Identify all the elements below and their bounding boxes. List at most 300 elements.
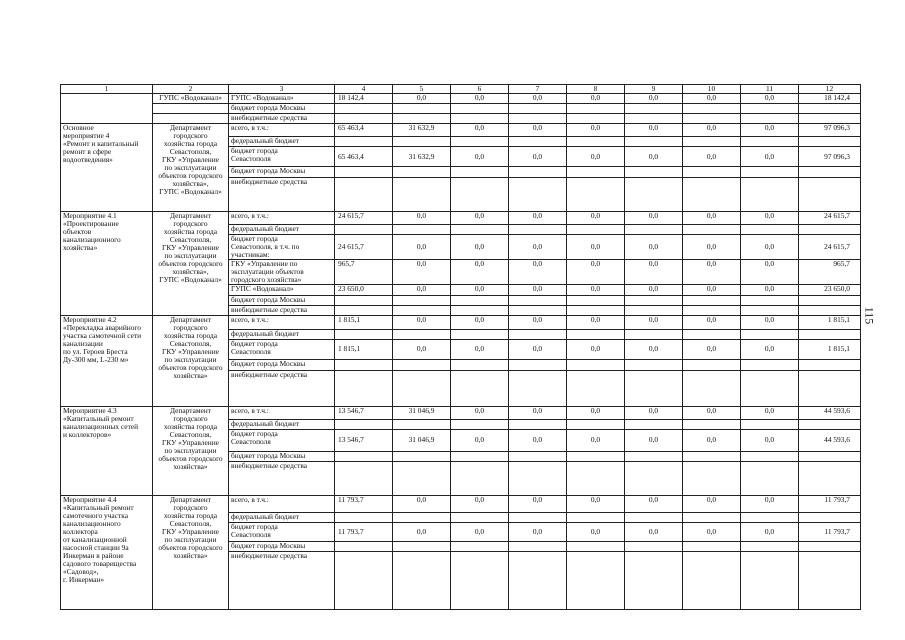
value-cell: [799, 541, 861, 551]
header-cell: 10: [683, 85, 741, 94]
funding-source-cell: всего, в т.ч.:: [229, 495, 335, 512]
value-cell: [451, 167, 509, 178]
header-cell: 7: [509, 85, 567, 94]
executor-cell: Департамент городского хозяйства города Севастополя, ГКУ «Управление по эксплуатации объектов городского хозяйства»: [153, 406, 229, 495]
funding-source-cell: федеральный бюджет: [229, 419, 335, 429]
value-cell: 0,0: [625, 212, 683, 225]
value-cell: [683, 359, 741, 370]
value-cell: 0,0: [683, 495, 741, 512]
funding-source-cell: внебюджетные средства: [229, 178, 335, 212]
value-cell: [799, 225, 861, 235]
value-cell: [509, 137, 567, 147]
value-cell: [567, 225, 625, 235]
value-cell: [625, 167, 683, 178]
value-cell: [799, 551, 861, 609]
value-cell: 0,0: [741, 212, 799, 225]
value-cell: [393, 167, 451, 178]
value-cell: 1 815,1: [799, 315, 861, 329]
value-cell: 0,0: [741, 495, 799, 512]
value-cell: [567, 104, 625, 114]
value-cell: [393, 305, 451, 315]
value-cell: [335, 419, 393, 429]
table-row: [61, 406, 861, 419]
value-cell: 18 142,4: [799, 94, 861, 104]
value-cell: 13 546,7: [335, 406, 393, 419]
value-cell: [451, 451, 509, 461]
funding-source-cell: ГКУ «Управление по эксплуатации объектов городского хозяйства»: [229, 259, 335, 284]
value-cell: [393, 137, 451, 147]
value-cell: [625, 178, 683, 212]
value-cell: 0,0: [509, 315, 567, 329]
value-cell: [335, 305, 393, 315]
value-cell: [509, 225, 567, 235]
value-cell: 0,0: [509, 259, 567, 284]
value-cell: [393, 512, 451, 522]
funding-source-cell: бюджет города Москвы: [229, 104, 335, 114]
value-cell: [509, 370, 567, 406]
value-cell: 0,0: [741, 522, 799, 541]
value-cell: 0,0: [509, 147, 567, 167]
value-cell: [683, 512, 741, 522]
value-cell: [567, 419, 625, 429]
value-cell: 0,0: [625, 495, 683, 512]
value-cell: [509, 305, 567, 315]
value-cell: 24 615,7: [335, 235, 393, 260]
value-cell: 1 815,1: [335, 339, 393, 359]
value-cell: [799, 305, 861, 315]
value-cell: [451, 178, 509, 212]
value-cell: 0,0: [625, 235, 683, 260]
value-cell: [625, 329, 683, 339]
value-cell: 24 615,7: [335, 212, 393, 225]
value-cell: 0,0: [741, 235, 799, 260]
value-cell: [393, 225, 451, 235]
value-cell: [451, 104, 509, 114]
value-cell: 0,0: [683, 235, 741, 260]
value-cell: [509, 461, 567, 495]
value-cell: [567, 370, 625, 406]
value-cell: [509, 329, 567, 339]
value-cell: 0,0: [567, 94, 625, 104]
value-cell: [683, 178, 741, 212]
value-cell: 0,0: [451, 406, 509, 419]
activity-cell: [61, 94, 153, 124]
value-cell: [451, 359, 509, 370]
value-cell: [335, 225, 393, 235]
value-cell: 0,0: [683, 147, 741, 167]
value-cell: 0,0: [451, 429, 509, 451]
funding-source-cell: бюджет города Севастополя: [229, 522, 335, 541]
value-cell: [393, 104, 451, 114]
executor-cell: Департамент городского хозяйства города Севастополя, ГКУ «Управление по эксплуатации объектов городского хозяйства»: [153, 495, 229, 609]
value-cell: 0,0: [393, 259, 451, 284]
value-cell: 0,0: [683, 522, 741, 541]
value-cell: [393, 551, 451, 609]
value-cell: [683, 370, 741, 406]
header-cell: 4: [335, 85, 393, 94]
value-cell: [799, 451, 861, 461]
value-cell: [567, 551, 625, 609]
value-cell: [683, 541, 741, 551]
executor-cell: [153, 114, 229, 124]
value-cell: [625, 551, 683, 609]
value-cell: 97 096,3: [799, 147, 861, 167]
value-cell: 31 046,9: [393, 406, 451, 419]
value-cell: [741, 178, 799, 212]
value-cell: 0,0: [509, 124, 567, 137]
value-cell: [567, 461, 625, 495]
value-cell: 0,0: [683, 212, 741, 225]
value-cell: [625, 370, 683, 406]
value-cell: [741, 551, 799, 609]
value-cell: 0,0: [625, 94, 683, 104]
value-cell: [567, 167, 625, 178]
funding-source-cell: внебюджетные средства: [229, 305, 335, 315]
table-row: [61, 104, 861, 114]
value-cell: 31 046,9: [393, 429, 451, 451]
value-cell: [625, 359, 683, 370]
value-cell: [509, 167, 567, 178]
funding-source-cell: федеральный бюджет: [229, 225, 335, 235]
value-cell: [799, 512, 861, 522]
value-cell: [567, 512, 625, 522]
value-cell: [741, 167, 799, 178]
value-cell: 0,0: [509, 235, 567, 260]
value-cell: 0,0: [567, 124, 625, 137]
value-cell: [509, 114, 567, 124]
value-cell: [335, 329, 393, 339]
value-cell: [625, 419, 683, 429]
table-row: [61, 124, 861, 137]
value-cell: [451, 541, 509, 551]
value-cell: 0,0: [393, 235, 451, 260]
value-cell: [509, 359, 567, 370]
value-cell: [335, 359, 393, 370]
value-cell: [451, 512, 509, 522]
value-cell: [393, 359, 451, 370]
value-cell: 11 793,7: [335, 495, 393, 512]
funding-source-cell: всего, в т.ч.:: [229, 315, 335, 329]
value-cell: [683, 114, 741, 124]
value-cell: [335, 551, 393, 609]
value-cell: 1 815,1: [799, 339, 861, 359]
funding-source-cell: бюджет города Москвы: [229, 167, 335, 178]
value-cell: 0,0: [741, 147, 799, 167]
header-cell: 2: [153, 85, 229, 94]
activity-cell: Мероприятие 4.2 «Перекладка аварийного участка самотечной сети канализации по ул. Героев Бреста Ду-300 мм, L-230 м»: [61, 315, 153, 406]
value-cell: 0,0: [625, 284, 683, 295]
value-cell: 24 615,7: [799, 212, 861, 225]
value-cell: [741, 359, 799, 370]
value-cell: 0,0: [393, 94, 451, 104]
value-cell: 0,0: [625, 522, 683, 541]
value-cell: [393, 295, 451, 305]
value-cell: [683, 461, 741, 495]
value-cell: 0,0: [451, 124, 509, 137]
value-cell: 0,0: [567, 429, 625, 451]
value-cell: [683, 329, 741, 339]
value-cell: 11 793,7: [799, 495, 861, 512]
header-cell: 6: [451, 85, 509, 94]
value-cell: [741, 512, 799, 522]
value-cell: [509, 295, 567, 305]
value-cell: [741, 114, 799, 124]
value-cell: [393, 451, 451, 461]
value-cell: [567, 329, 625, 339]
value-cell: 24 615,7: [799, 235, 861, 260]
value-cell: [683, 295, 741, 305]
value-cell: 0,0: [683, 339, 741, 359]
executor-cell: [153, 104, 229, 114]
funding-source-cell: бюджет города Москвы: [229, 295, 335, 305]
value-cell: 97 096,3: [799, 124, 861, 137]
value-cell: [335, 178, 393, 212]
value-cell: 0,0: [451, 495, 509, 512]
activity-cell: Основное мероприятие 4 «Ремонт и капитальный ремонт в сфере водоотведения»: [61, 124, 153, 212]
value-cell: 0,0: [567, 406, 625, 419]
value-cell: [799, 178, 861, 212]
value-cell: 0,0: [451, 212, 509, 225]
value-cell: [335, 167, 393, 178]
value-cell: 0,0: [509, 339, 567, 359]
value-cell: [451, 114, 509, 124]
value-cell: [799, 167, 861, 178]
value-cell: [509, 419, 567, 429]
value-cell: 0,0: [451, 147, 509, 167]
value-cell: 0,0: [567, 212, 625, 225]
value-cell: [799, 359, 861, 370]
value-cell: [509, 451, 567, 461]
value-cell: 0,0: [625, 124, 683, 137]
value-cell: [741, 329, 799, 339]
value-cell: 0,0: [567, 522, 625, 541]
value-cell: [393, 419, 451, 429]
value-cell: 0,0: [625, 339, 683, 359]
header-cell: 9: [625, 85, 683, 94]
value-cell: [799, 329, 861, 339]
executor-cell: ГУПС «Водоканал»: [153, 94, 229, 104]
value-cell: 0,0: [509, 429, 567, 451]
header-row: [61, 85, 861, 94]
value-cell: 65 463,4: [335, 124, 393, 137]
value-cell: 0,0: [741, 429, 799, 451]
value-cell: [741, 541, 799, 551]
table-row: [61, 114, 861, 124]
value-cell: [683, 104, 741, 114]
value-cell: [335, 114, 393, 124]
value-cell: [567, 305, 625, 315]
value-cell: [683, 305, 741, 315]
value-cell: [741, 451, 799, 461]
value-cell: 23 650,0: [335, 284, 393, 295]
funding-source-cell: внебюджетные средства: [229, 370, 335, 406]
value-cell: [741, 419, 799, 429]
funding-source-cell: внебюджетные средства: [229, 114, 335, 124]
value-cell: 0,0: [683, 94, 741, 104]
value-cell: [683, 225, 741, 235]
value-cell: [741, 461, 799, 495]
value-cell: 0,0: [683, 429, 741, 451]
value-cell: 0,0: [683, 124, 741, 137]
value-cell: 11 793,7: [799, 522, 861, 541]
value-cell: 31 632,9: [393, 124, 451, 137]
value-cell: [451, 329, 509, 339]
table-row: [61, 495, 861, 512]
value-cell: [567, 114, 625, 124]
value-cell: [799, 114, 861, 124]
value-cell: 0,0: [509, 495, 567, 512]
funding-source-cell: бюджет города Севастополя: [229, 339, 335, 359]
value-cell: 0,0: [567, 284, 625, 295]
funding-source-cell: бюджет города Севастополя, в т.ч. по участникам:: [229, 235, 335, 260]
value-cell: 0,0: [567, 339, 625, 359]
executor-cell: Департамент городского хозяйства города Севастополя, ГКУ «Управление по эксплуатации объектов городского хозяйства», ГУПС «Водоканал»: [153, 124, 229, 212]
value-cell: 31 632,9: [393, 147, 451, 167]
value-cell: 0,0: [509, 406, 567, 419]
executor-cell: Департамент городского хозяйства города Севастополя, ГКУ «Управление по эксплуатации объектов городского хозяйства»: [153, 315, 229, 406]
value-cell: [567, 178, 625, 212]
value-cell: [625, 451, 683, 461]
value-cell: 0,0: [451, 235, 509, 260]
header-cell: 8: [567, 85, 625, 94]
value-cell: [625, 295, 683, 305]
value-cell: 0,0: [393, 339, 451, 359]
funding-source-cell: бюджет города Москвы: [229, 359, 335, 370]
header-cell: 3: [229, 85, 335, 94]
value-cell: [509, 178, 567, 212]
value-cell: [799, 461, 861, 495]
value-cell: [335, 541, 393, 551]
value-cell: 0,0: [625, 429, 683, 451]
value-cell: 18 142,4: [335, 94, 393, 104]
value-cell: 0,0: [625, 315, 683, 329]
value-cell: [335, 451, 393, 461]
value-cell: [451, 305, 509, 315]
value-cell: [625, 541, 683, 551]
value-cell: [625, 305, 683, 315]
value-cell: 0,0: [451, 284, 509, 295]
value-cell: 0,0: [741, 406, 799, 419]
funding-source-cell: федеральный бюджет: [229, 512, 335, 522]
value-cell: [567, 137, 625, 147]
value-cell: [683, 551, 741, 609]
value-cell: [799, 419, 861, 429]
value-cell: [335, 104, 393, 114]
value-cell: 0,0: [567, 235, 625, 260]
value-cell: 0,0: [683, 406, 741, 419]
value-cell: 0,0: [509, 94, 567, 104]
funding-source-cell: федеральный бюджет: [229, 329, 335, 339]
value-cell: [509, 551, 567, 609]
value-cell: 0,0: [741, 284, 799, 295]
value-cell: 0,0: [741, 94, 799, 104]
value-cell: [625, 104, 683, 114]
header-cell: 12: [799, 85, 861, 94]
value-cell: [393, 114, 451, 124]
value-cell: [335, 461, 393, 495]
value-cell: [625, 225, 683, 235]
funding-source-cell: бюджет города Москвы: [229, 541, 335, 551]
value-cell: [741, 137, 799, 147]
value-cell: [741, 370, 799, 406]
value-cell: [741, 295, 799, 305]
value-cell: [451, 419, 509, 429]
value-cell: 0,0: [451, 94, 509, 104]
value-cell: 0,0: [625, 259, 683, 284]
value-cell: [393, 178, 451, 212]
financing-table: [60, 84, 861, 610]
value-cell: [683, 137, 741, 147]
value-cell: [451, 551, 509, 609]
value-cell: 1 815,1: [335, 315, 393, 329]
value-cell: 13 546,7: [335, 429, 393, 451]
value-cell: 0,0: [625, 147, 683, 167]
activity-cell: Мероприятие 4.1 «Проектирование объектов канализационного хозяйства»: [61, 212, 153, 316]
value-cell: 0,0: [741, 124, 799, 137]
header-cell: 1: [61, 85, 153, 94]
value-cell: [799, 370, 861, 406]
value-cell: 65 463,4: [335, 147, 393, 167]
funding-source-cell: федеральный бюджет: [229, 137, 335, 147]
table-row: [61, 94, 861, 104]
value-cell: 0,0: [567, 259, 625, 284]
value-cell: [335, 512, 393, 522]
funding-source-cell: внебюджетные средства: [229, 551, 335, 609]
value-cell: 0,0: [393, 212, 451, 225]
value-cell: [799, 104, 861, 114]
header-cell: 5: [393, 85, 451, 94]
value-cell: 0,0: [451, 522, 509, 541]
value-cell: 0,0: [393, 522, 451, 541]
value-cell: 965,7: [799, 259, 861, 284]
table-row: [61, 315, 861, 329]
value-cell: [335, 137, 393, 147]
value-cell: [509, 512, 567, 522]
value-cell: 965,7: [335, 259, 393, 284]
funding-source-cell: всего, в т.ч.:: [229, 124, 335, 137]
funding-source-cell: внебюджетные средства: [229, 461, 335, 495]
value-cell: 23 650,0: [799, 284, 861, 295]
value-cell: [567, 295, 625, 305]
value-cell: [683, 451, 741, 461]
value-cell: 44 593,6: [799, 406, 861, 419]
value-cell: 0,0: [451, 315, 509, 329]
value-cell: [451, 137, 509, 147]
value-cell: 0,0: [683, 284, 741, 295]
value-cell: 0,0: [741, 259, 799, 284]
value-cell: 0,0: [625, 406, 683, 419]
value-cell: [393, 370, 451, 406]
value-cell: 0,0: [451, 259, 509, 284]
value-cell: [335, 295, 393, 305]
value-cell: [683, 419, 741, 429]
value-cell: 0,0: [567, 315, 625, 329]
value-cell: 0,0: [393, 495, 451, 512]
value-cell: [451, 295, 509, 305]
value-cell: [335, 370, 393, 406]
value-cell: [567, 451, 625, 461]
value-cell: [393, 329, 451, 339]
value-cell: 0,0: [567, 147, 625, 167]
value-cell: [799, 137, 861, 147]
value-cell: [741, 305, 799, 315]
page-number: 115: [862, 306, 877, 325]
value-cell: [393, 541, 451, 551]
header-cell: 11: [741, 85, 799, 94]
funding-source-cell: всего, в т.ч.:: [229, 406, 335, 419]
value-cell: 0,0: [509, 284, 567, 295]
funding-source-cell: всего, в т.ч.:: [229, 212, 335, 225]
